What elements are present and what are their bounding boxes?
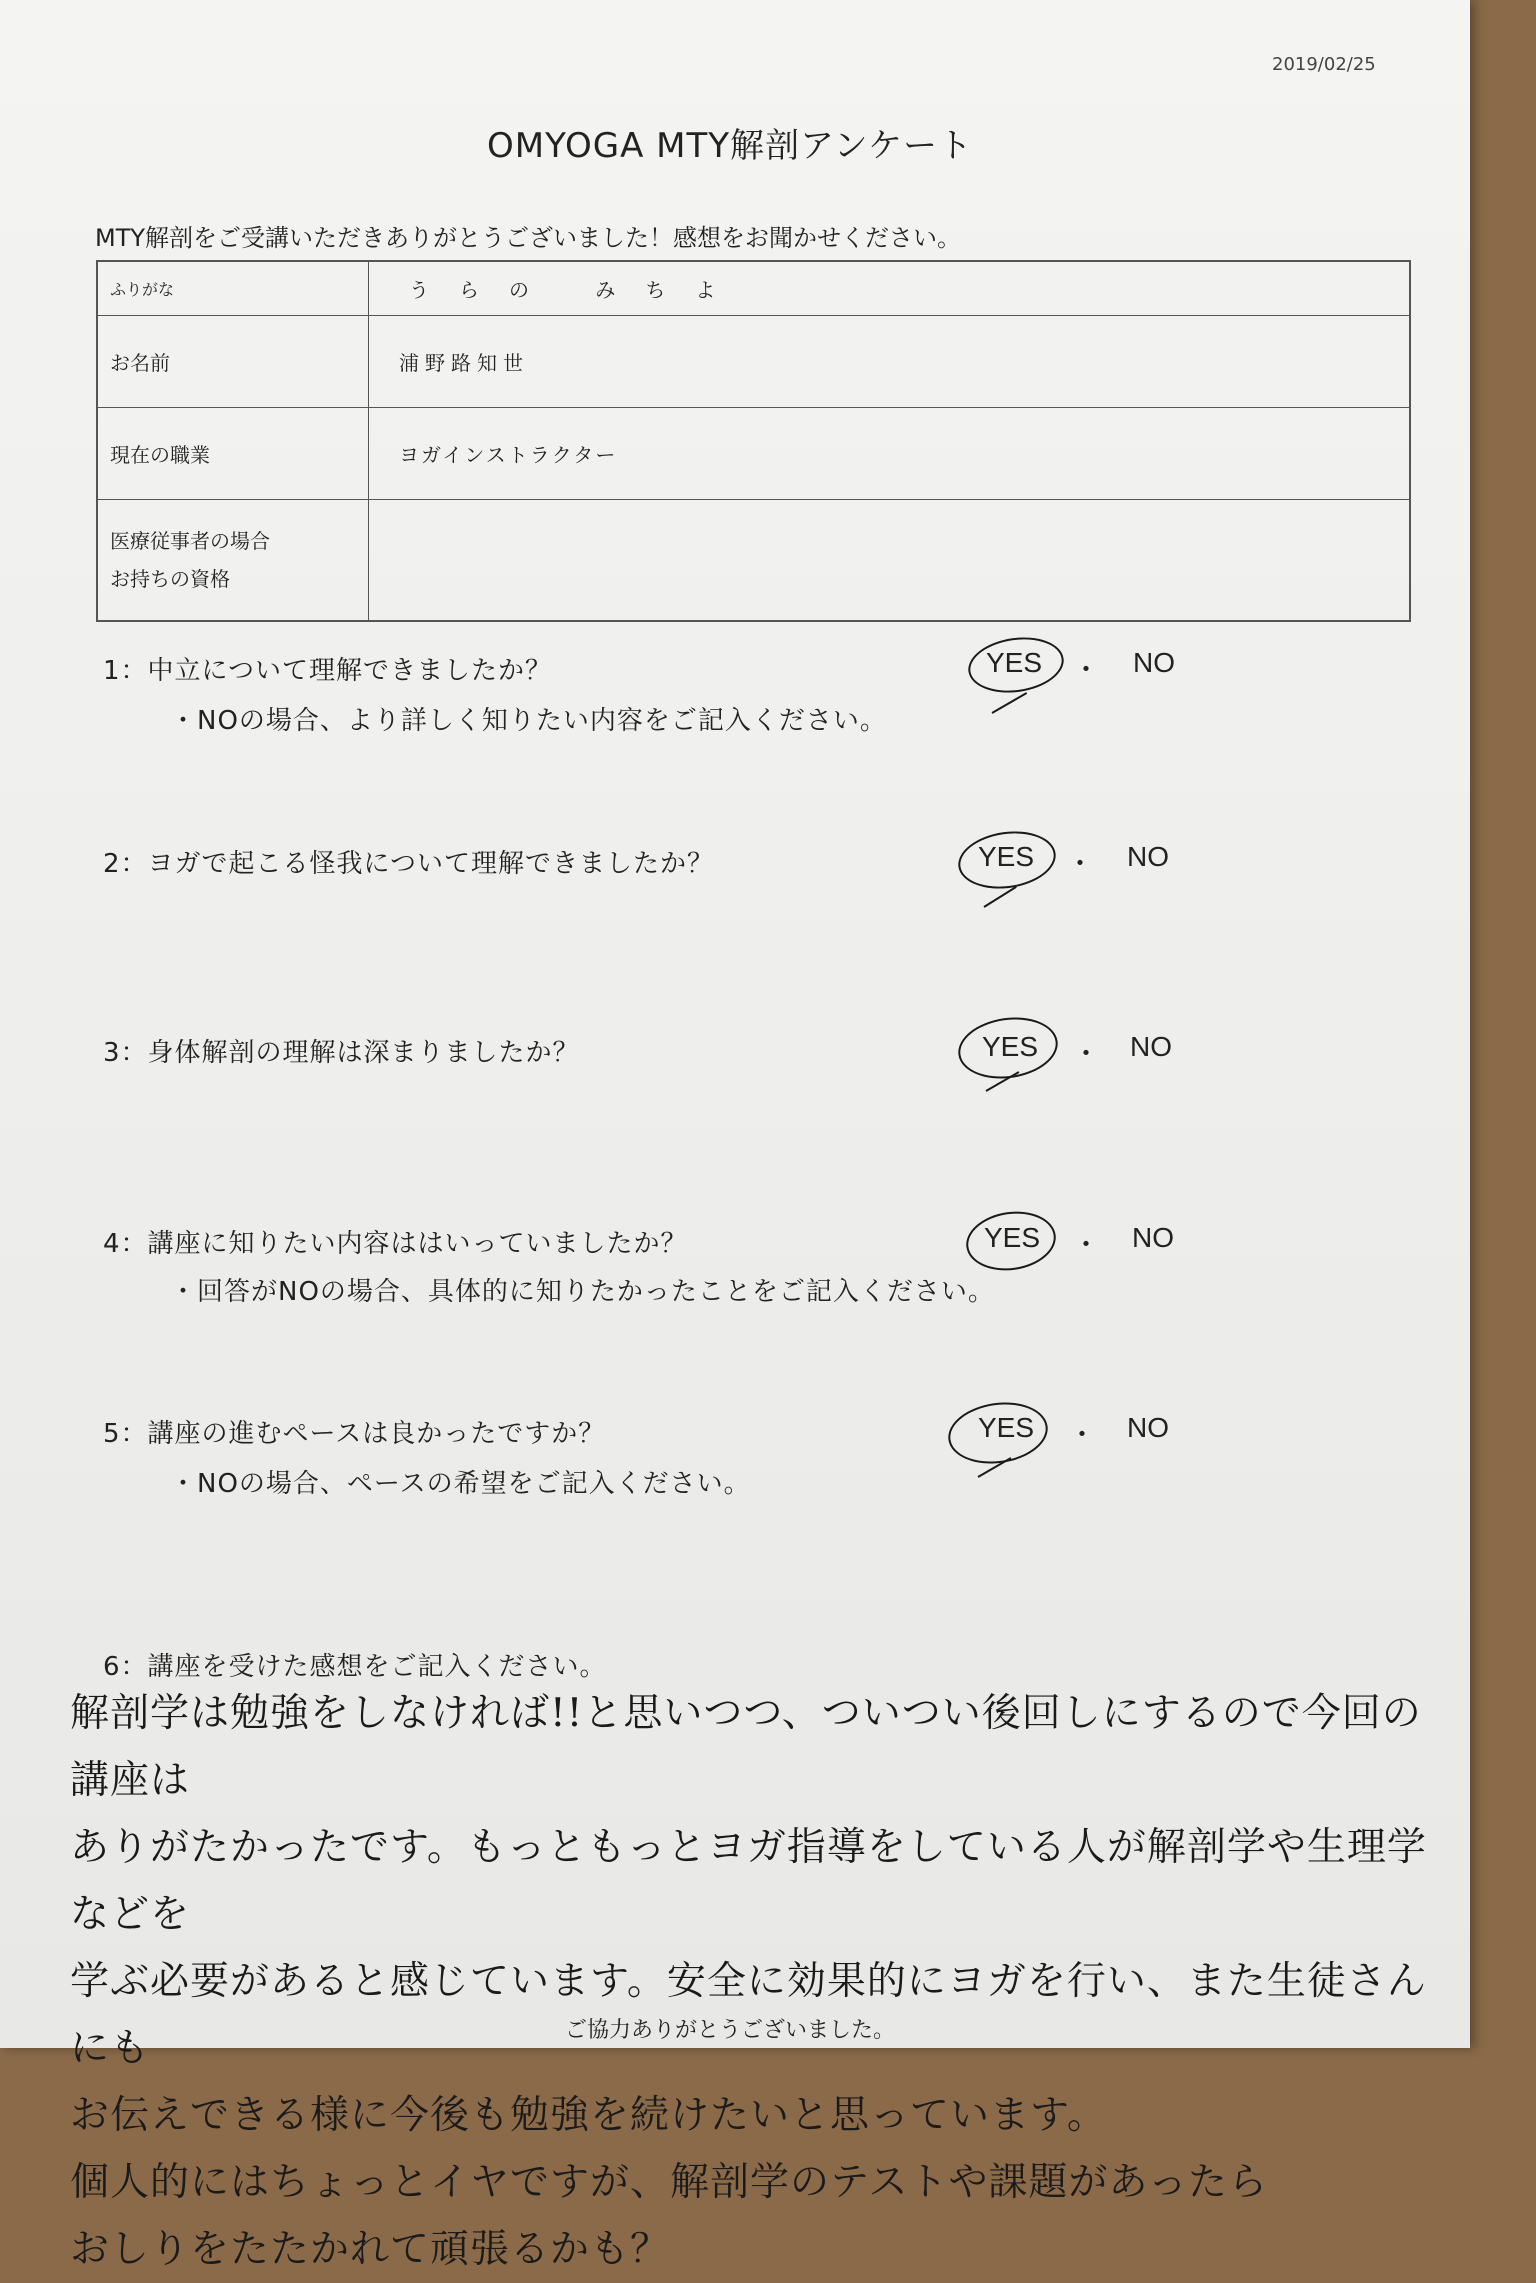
question-3-no: NO [1130, 1031, 1172, 1062]
question-3-yes: YES [982, 1031, 1039, 1062]
question-4-text: 4：講座に知りたい内容ははいっていましたか？ [103, 1229, 688, 1259]
question-1-separator: ・ [1072, 653, 1101, 686]
survey-title: OMYOGA MTY解剖アンケート [486, 126, 973, 166]
question-2-yes-circle [955, 825, 1060, 894]
qualification-label-line2: お持ちの資格 [110, 566, 230, 591]
question-2-text: 2：ヨガで起こる怪我について理解できましたか？ [103, 849, 715, 879]
question-2-separator: ・ [1066, 847, 1095, 880]
question-3-text: 3：身体解剖の理解は深まりましたか？ [103, 1038, 580, 1068]
question-4-sub: ・回答がNOの場合、具体的に知りたかったことをご記入ください。 [170, 1277, 995, 1307]
question-5-yes: YES [978, 1412, 1035, 1443]
question-1-yes-circle [965, 632, 1068, 699]
qualification-label-line1: 医療従事者の場合 [110, 528, 270, 553]
question-6-text: 6：講座を受けた感想をご記入ください。 [103, 1652, 607, 1682]
question-5-no: NO [1127, 1412, 1169, 1443]
qualification-label [97, 499, 369, 621]
qualification-value [369, 499, 1411, 621]
question-1-text: 1：中立について理解できましたか？ [103, 656, 553, 686]
question-4-separator: ・ [1072, 1228, 1101, 1261]
question-4-no: NO [1132, 1222, 1174, 1253]
question-3-yes-circle [954, 1011, 1061, 1084]
question-4-yes-circle [962, 1206, 1059, 1276]
question-3-separator: ・ [1072, 1037, 1101, 1070]
survey-intro: MTY解剖をご受講いただきありがとうございました！感想をお聞かせください。 [95, 224, 962, 252]
question-2-no: NO [1127, 841, 1169, 872]
occupation-value: ヨガインストラクター [369, 407, 1411, 499]
question-5-separator: ・ [1068, 1418, 1097, 1451]
thanks-footer: ご協力ありがとうございました。 [565, 2018, 896, 2043]
question-5-sub: ・NOの場合、ペースの希望をご記入ください。 [170, 1469, 751, 1499]
question-6-handwritten-answer: 解剖学は勉強をしなければ!!と思いつつ、ついつい後回しにするので今回の講座は ありがたかったです。もっともっとヨガ指導をしている人が解剖学や生理学などを 学ぶ必要があると感じています。安全に効果的にヨガを行い、また生徒さんにも お伝えできる様に今後も勉強を続けたいと思っています。 個人的にはちょっとイヤですが、解剖学のテストや課題があったら おしりをたたかれて頑張るかも？ [70, 1691, 1427, 2272]
question-1-yes: YES [986, 647, 1043, 678]
respondent-info-table [96, 260, 1411, 622]
name-value: 浦野路知世 [369, 315, 1411, 407]
info-row-furigana [97, 261, 1410, 315]
name-label: お名前 [97, 315, 369, 407]
info-row-qualification [97, 499, 1410, 621]
survey-date: 2019/02/25 [1272, 54, 1376, 75]
question-5-text: 5：講座の進むペースは良かったですか？ [103, 1419, 606, 1449]
question-5-yes-circle [944, 1396, 1051, 1469]
occupation-label: 現在の職業 [97, 407, 369, 499]
info-row-occupation [97, 407, 1410, 499]
question-2-circle-tail [983, 886, 1016, 908]
question-2-yes: YES [978, 841, 1035, 872]
question-1-circle-tail [992, 692, 1028, 714]
question-4-yes: YES [984, 1222, 1041, 1253]
furigana-label: ふりがな [97, 261, 369, 315]
question-1-no: NO [1133, 647, 1175, 678]
info-row-name [97, 315, 1410, 407]
question-1-sub: ・NOの場合、より詳しく知りたい内容をご記入ください。 [170, 706, 887, 736]
furigana-value: うらの みちよ [369, 261, 1411, 315]
